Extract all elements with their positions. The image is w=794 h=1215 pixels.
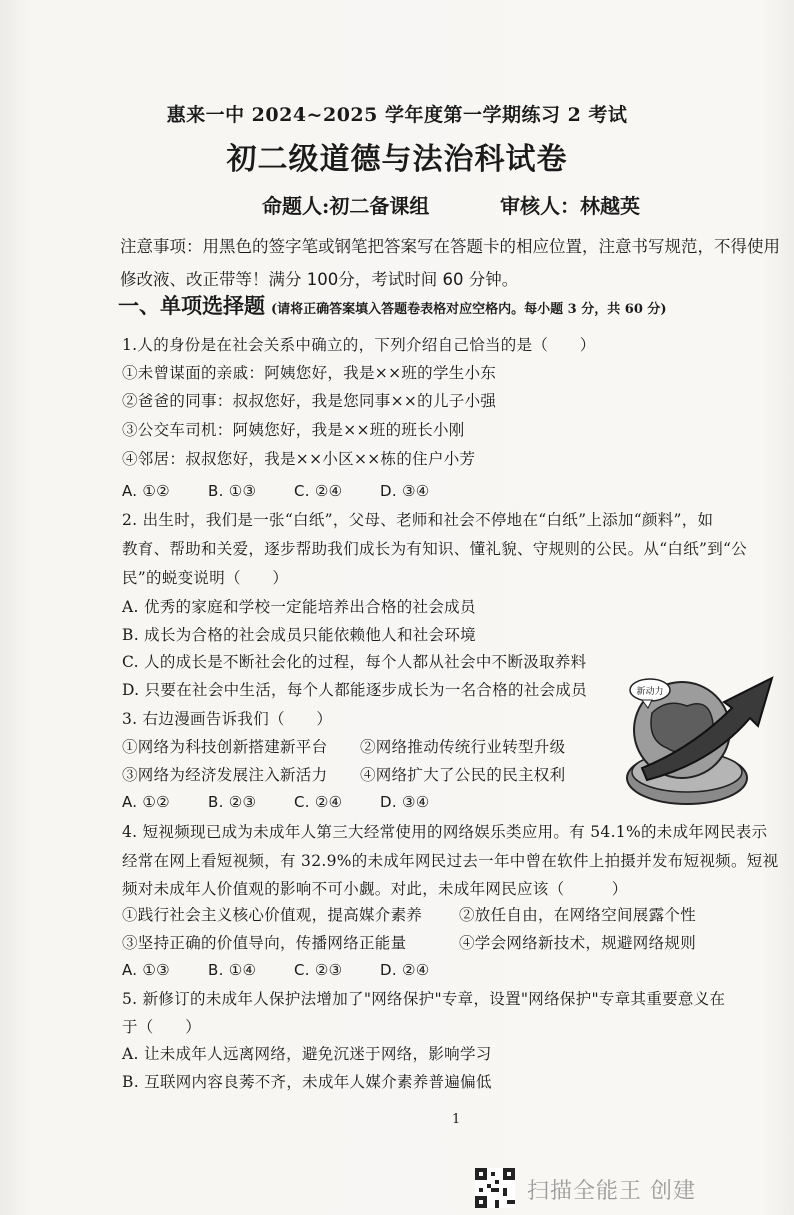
question-4-stem-2: 经常在网上看短视频，有 32.9%的未成年网民过去一年中曾在软件上拍摄并发布短视频。短视 <box>122 852 779 870</box>
exam-title: 惠来一中 2024~2025 学年度第一学期练习 2 考试 <box>166 104 628 126</box>
question-2-option-d: D. 只要在社会中生活，每个人都能逐步成长为一名合格的社会成员 <box>122 681 588 699</box>
question-4-item-1: ①践行社会主义核心价值观，提高媒介素养 <box>122 906 423 924</box>
choice-b: B. ①④ <box>208 961 257 979</box>
choice-b: B. ②③ <box>208 793 257 811</box>
choice-a: A. ①③ <box>122 961 170 979</box>
question-4-items-row-2 <box>122 931 696 953</box>
choice-a: A. ①② <box>122 482 170 500</box>
internet-cartoon-illustration <box>612 668 792 806</box>
question-1-item-2: ②爸爸的同事：叔叔您好，我是您同事××的儿子小强 <box>122 392 497 410</box>
reviewer-label: 审核人：林越英 <box>500 194 640 218</box>
scanner-brand-text: 扫描全能王 创建 <box>527 1179 696 1204</box>
notice-line-1: 注意事项：用黑色的签字笔或钢笔把答案写在答题卡的相应位置，注意书写规范，不得使用 <box>120 237 780 256</box>
question-2-option-c: C. 人的成长是不断社会化的过程，每个人都从社会中不断汲取养料 <box>122 653 587 671</box>
choice-d: D. ③④ <box>380 482 430 500</box>
question-3-items-row-2 <box>122 763 565 785</box>
choice-b: B. ①③ <box>208 482 257 500</box>
question-2-option-b: B. 成长为合格的社会成员只能依赖他人和社会环境 <box>122 626 476 644</box>
question-5-stem-2: 于（ ） <box>122 1018 202 1036</box>
choice-d: D. ③④ <box>380 793 430 811</box>
question-4-item-4: ④学会网络新技术，规避网络规则 <box>459 934 697 952</box>
section-note: (请将正确答案填入答题卷表格对应空格内。每小题 3 分，共 60 分) <box>271 302 667 317</box>
question-3-item-2: ②网络推动传统行业转型升级 <box>360 738 566 756</box>
choice-d: D. ②④ <box>380 961 430 979</box>
question-1-item-4: ④邻居：叔叔您好，我是××小区××栋的住户小芳 <box>122 450 476 468</box>
question-2-stem-2: 教育、帮助和关爱，逐步帮助我们成长为有知识、懂礼貌、守规则的公民。从“白纸”到“公 <box>122 540 748 558</box>
question-4-item-3: ③坚持正确的价值导向，传播网络正能量 <box>122 934 407 952</box>
choice-c: C. ②④ <box>294 482 343 500</box>
question-1-stem: 1.人的身份是在社会关系中确立的，下列介绍自己恰当的是（ ） <box>122 336 596 354</box>
question-1-item-3: ③公交车司机：阿姨您好，我是××班的班长小刚 <box>122 421 465 439</box>
question-4-item-2: ②放任自由，在网络空间展露个性 <box>459 906 697 924</box>
question-2-stem-1: 2. 出生时，我们是一张“白纸”，父母、老师和社会不停地在“白纸”上添加“颜料”，如 <box>122 511 714 529</box>
cartoon-speech-bubble-text: 新动力 <box>636 687 664 697</box>
choice-c: C. ②④ <box>294 793 343 811</box>
choice-a: A. ①② <box>122 793 170 811</box>
qr-code-icon <box>475 1168 515 1208</box>
section-heading <box>118 290 667 320</box>
question-3-choices <box>122 793 429 811</box>
question-3-item-4: ④网络扩大了公民的民主权利 <box>360 766 566 784</box>
question-2-stem-3: 民”的蜕变说明（ ） <box>122 569 289 587</box>
question-1-choices <box>122 482 429 500</box>
question-4-stem-1: 4. 短视频现已成为未成年人第三大经常使用的网络娱乐类应用。有 54.1%的未成年网民表示 <box>122 823 768 841</box>
section-title: 一、单项选择题 <box>118 293 265 318</box>
notice-text <box>120 230 790 296</box>
question-4-choices <box>122 961 429 979</box>
question-5-stem-1: 5. 新修订的未成年人保护法增加了"网络保护"专章，设置"网络保护"专章其重要意义在 <box>122 990 726 1008</box>
question-3-item-1: ①网络为科技创新搭建新平台 <box>122 738 328 756</box>
question-5-option-b: B. 互联网内容良莠不齐，未成年人媒介素养普遍偏低 <box>122 1073 492 1091</box>
notice-line-2: 修改液、改正带等！满分 100分，考试时间 60 分钟。 <box>120 270 519 289</box>
setter-label: 命题人:初二备课组 <box>262 194 430 218</box>
question-3-item-3: ③网络为经济发展注入新活力 <box>122 766 328 784</box>
question-3-items-row-1 <box>122 735 565 757</box>
question-4-items-row-1 <box>122 903 696 925</box>
question-1-item-1: ①未曾谋面的亲戚：阿姨您好，我是××班的学生小东 <box>122 364 497 382</box>
page-number: 1 <box>452 1112 461 1127</box>
exam-subtitle: 初二级道德与法治科试卷 <box>226 142 568 177</box>
question-3-stem: 3. 右边漫画告诉我们（ ） <box>122 710 333 728</box>
choice-c: C. ②③ <box>294 961 343 979</box>
question-5-option-a: A. 让未成年人远离网络，避免沉迷于网络，影响学习 <box>122 1045 492 1063</box>
scanner-watermark <box>475 1168 775 1212</box>
question-2-option-a: A. 优秀的家庭和学校一定能培养出合格的社会成员 <box>122 598 476 616</box>
question-4-stem-3: 频对未成年人价值观的影响不可小觑。对此，未成年网民应该（ ） <box>122 880 628 898</box>
